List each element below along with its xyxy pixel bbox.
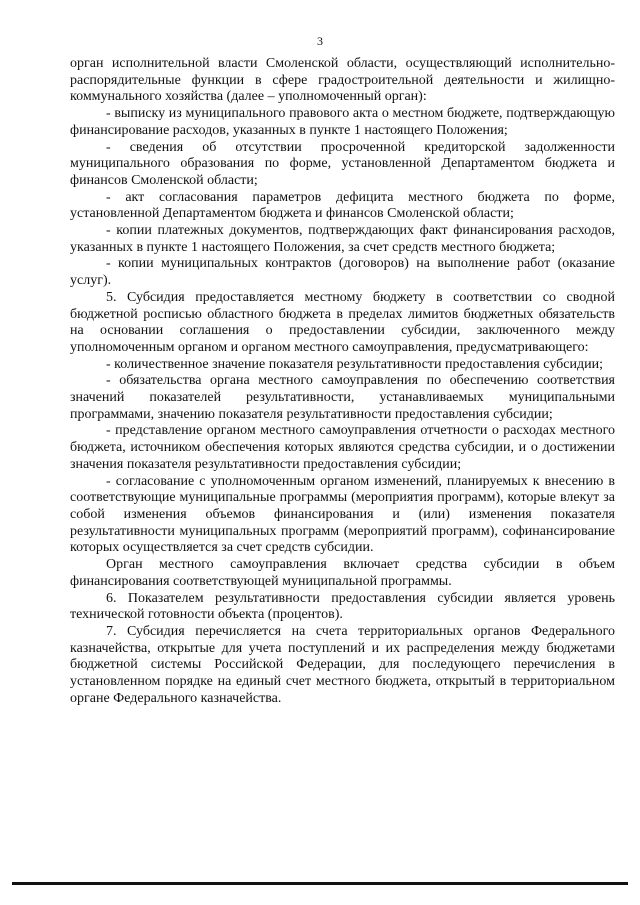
list-item-debt-info: - сведения об отсутствии просроченной кредиторской задолженности муниципального образования по форме, установленной Департаментом бюджета и финансов Смоленской области; bbox=[70, 139, 615, 188]
list-item-payment-copies: - копии платежных документов, подтверждающих факт финансирования расходов, указанных в пункте 1 настоящего Положения, за счет средств местного бюджета; bbox=[70, 223, 615, 255]
paragraph-section-5: 5. Субсидия предоставляется местному бюджету в соответствии со сводной бюджетной росписью областного бюджета в пределах лимитов бюджетных обязательств на основании соглашения о предоставлении субсидии, заключенного между уполномоченным органом и органом местного самоуправления, предусматривающего: bbox=[70, 289, 615, 355]
list-item-budget-extract: - выписку из муниципального правового акта о местном бюджете, подтверждающую финансирование расходов, указанных в пункте 1 настоящего Положения; bbox=[70, 106, 615, 138]
list-item-contract-copies: - копии муниципальных контрактов (договоров) на выполнение работ (оказание услуг). bbox=[70, 256, 615, 289]
paragraph-section-6: 6. Показателем результативности предоставления субсидии является уровень технической готовности объекта (процентов). bbox=[70, 590, 615, 623]
list-item-indicator-value: - количественное значение показателя результативности предоставления субсидии; bbox=[106, 356, 603, 372]
list-item-reporting: - представление органом местного самоуправления отчетности о расходах местного бюджета, источником обеспечения которых являются средства субсидии, и о достижении значения показателя результативности предоставления субсидии; bbox=[70, 423, 615, 472]
paragraph-funding-inclusion: Орган местного самоуправления включает средства субсидии в объем финансирования соответствующей муниципальной программы. bbox=[70, 557, 615, 589]
paragraph-section-7: 7. Субсидия перечисляется на счета территориальных органов Федерального казначейства, открытые для учета поступлений и их распределения между бюджетами бюджетной системы Российской Федерации, для последующего перечисления в установленном порядке на единый счет местного бюджета, открытый в территориальном органе Федерального казначейства. bbox=[70, 623, 615, 706]
paragraph-intro: орган исполнительной власти Смоленской области, осуществляющий исполнительно-распорядительные функции в сфере градостроительной деятельности и жилищно-коммунального хозяйства (далее – уполномоченный орган): bbox=[70, 56, 615, 105]
list-item-approval: - согласование с уполномоченным органом изменений, планируемых к внесению в соответствующие муниципальные программы (мероприятия программ), которые влекут за собой изменения объемов финансирования и (или) изменения показателя результативности муниципальных программ (мероприятий программ), софинансирование которых осуществляется за счет средств субсидии. bbox=[70, 473, 615, 556]
document-body bbox=[70, 56, 615, 707]
bottom-divider bbox=[12, 882, 628, 885]
list-item-deficit-act: - акт согласования параметров дефицита местного бюджета по форме, установленной Департаментом бюджета и финансов Смоленской области; bbox=[70, 189, 615, 222]
page-number: 3 bbox=[317, 34, 323, 48]
list-item-obligations: - обязательства органа местного самоуправления по обеспечению соответствия значений показателей результативности, устанавливаемых муниципальными программами, значению показателя результативности предоставления субсидии; bbox=[70, 373, 615, 422]
